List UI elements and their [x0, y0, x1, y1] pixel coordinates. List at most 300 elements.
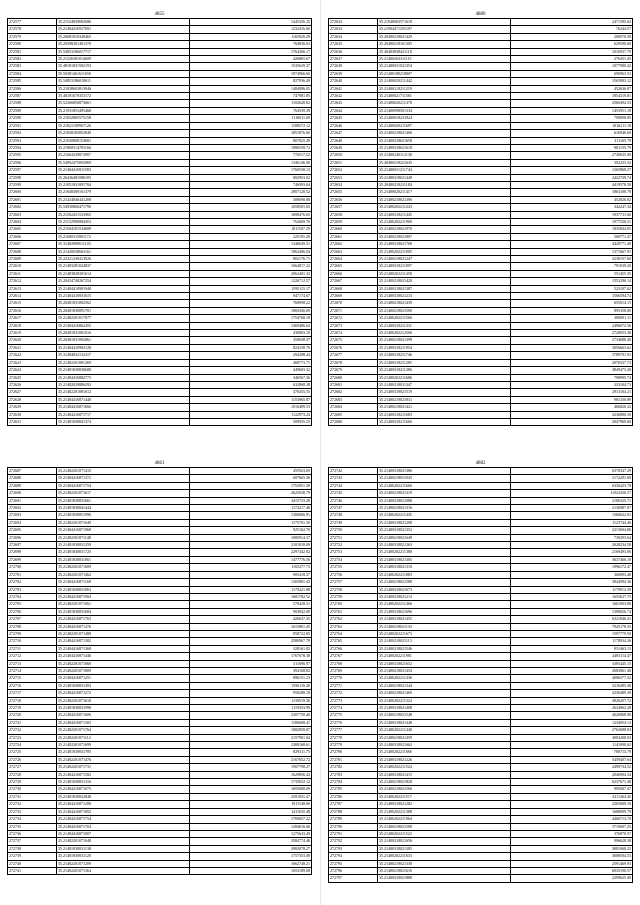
table-row: [8, 801, 312, 808]
table-row: [329, 70, 633, 77]
row-id-cell: 272683: [329, 396, 378, 403]
value-cell: 1566594.74: [511, 293, 633, 300]
value-cell: 1662748.21: [190, 860, 312, 867]
code-cell: 35.21480218021454: [378, 667, 511, 674]
value-cell: 1365868.27: [511, 167, 633, 174]
value-cell: 655014.15: [511, 300, 633, 307]
table-row: [8, 512, 312, 519]
value-cell: 1016211.18: [511, 122, 633, 129]
value-cell: 449603.32: [190, 367, 312, 374]
value-cell: 3608504.53: [511, 853, 633, 860]
row-id-cell: 272648: [329, 137, 378, 144]
code-cell: 35.21480218011347: [378, 381, 511, 388]
code-cell: 35.20681810349465: [57, 33, 190, 40]
row-id-cell: 272694: [8, 519, 57, 526]
code-cell: 35.21480218021588: [378, 579, 511, 586]
value-cell: 2265689.16: [511, 801, 633, 808]
value-cell: 2501831.47: [190, 793, 312, 800]
code-cell: 35.21480202211981: [378, 653, 511, 660]
table-row: [8, 616, 312, 623]
code-cell: 35.21480318021385: [378, 845, 511, 852]
table-row: [8, 248, 312, 255]
column-divider: [320, 0, 321, 905]
row-id-cell: 272782: [329, 764, 378, 771]
table-row: [329, 867, 633, 874]
row-id-cell: 272651: [329, 159, 378, 166]
code-cell: 35.20481831082861: [57, 337, 190, 344]
value-cell: 1141090.62: [511, 742, 633, 749]
value-cell: 768998.22: [190, 300, 312, 307]
value-cell: 394168.82: [190, 667, 312, 674]
table-row: [329, 823, 633, 830]
row-id-cell: 272719: [8, 705, 57, 712]
code-cell: 35.21480318211954: [378, 344, 511, 351]
table-row: [8, 189, 312, 196]
code-cell: 35.21484410981940: [57, 285, 190, 292]
row-id-cell: 272649: [329, 144, 378, 151]
row-id-cell: 272751: [329, 534, 378, 541]
code-cell: 35.21480318021213: [378, 293, 511, 300]
value-cell: 1265881.45: [190, 579, 312, 586]
code-cell: 35.21480218021344: [378, 682, 511, 689]
code-cell: 35.21484416871717: [57, 411, 190, 418]
value-cell: 2070337.73: [511, 359, 633, 366]
row-id-cell: 272653: [329, 174, 378, 181]
value-cell: 2728953.36: [511, 330, 633, 337]
value-cell: 6378347.29: [511, 468, 633, 475]
code-cell: 35.21481830841374: [57, 418, 190, 425]
table-row: [329, 359, 633, 366]
code-cell: 35.31482890611103: [57, 241, 190, 248]
code-cell: 35.21482201071649: [57, 519, 190, 526]
row-id-cell: 272670: [329, 300, 378, 307]
value-cell: 739293.64: [511, 534, 633, 541]
value-cell: 360093.48: [511, 571, 633, 578]
row-id-cell: 272701: [8, 571, 57, 578]
row-id-cell: 272668: [329, 285, 378, 292]
table-row: [8, 690, 312, 697]
value-cell: 2591469.93: [511, 860, 633, 867]
value-cell: 1811507.29: [190, 226, 312, 233]
row-id-cell: 272733: [8, 808, 57, 815]
table-row: [329, 786, 633, 793]
row-id-cell: 272744: [329, 482, 378, 489]
table-row: [8, 579, 312, 586]
value-cell: 1371667.91: [511, 248, 633, 255]
code-cell: 35.21480318021673: [378, 586, 511, 593]
code-cell: 35.21480318211666: [378, 418, 511, 425]
value-cell: 3415733.28: [190, 497, 312, 504]
row-id-cell: 272587: [8, 93, 57, 100]
table-row: [8, 211, 312, 218]
row-id-cell: 272667: [329, 278, 378, 285]
table-row: [329, 749, 633, 756]
code-cell: 35.21484416871763: [57, 616, 190, 623]
table-row: [8, 344, 312, 351]
table-row: [8, 734, 312, 741]
table-row: [329, 344, 633, 351]
value-cell: 1082858.87: [190, 727, 312, 734]
code-cell: 35.22321230413926: [57, 256, 190, 263]
code-cell: 35.21482201071868: [57, 660, 190, 667]
value-cell: 1661003.86: [511, 601, 633, 608]
table-row: [8, 137, 312, 144]
table-row: [8, 196, 312, 203]
table-row: [329, 816, 633, 823]
row-id-cell: 272650: [329, 152, 378, 159]
value-cell: 2299625.49: [511, 875, 633, 882]
row-id-cell: 272638: [329, 63, 378, 70]
code-cell: 35.21680315801172: [57, 233, 190, 240]
row-id-cell: 272626: [8, 381, 57, 388]
table-row: [329, 315, 633, 322]
row-id-cell: 272687: [8, 468, 57, 475]
table-row: [8, 564, 312, 571]
row-id-cell: 272780: [329, 749, 378, 756]
row-id-cell: 272698: [8, 549, 57, 556]
value-cell: 1284616.66: [190, 823, 312, 830]
value-cell: 392233.32: [511, 159, 633, 166]
code-cell: 35.21480318021386: [378, 468, 511, 475]
table-row: [329, 48, 633, 55]
code-cell: 35.20481830891701: [57, 307, 190, 314]
row-id-cell: 272794: [329, 853, 378, 860]
code-cell: 35.21484416911583: [57, 167, 190, 174]
code-cell: 35.21481830831259: [57, 542, 190, 549]
table-row: [8, 174, 312, 181]
value-cell: 2807120.52: [190, 189, 312, 196]
code-cell: 35.21480218021247: [378, 256, 511, 263]
code-cell: 35.21481830831785: [57, 749, 190, 756]
code-cell: 35.21480202211458: [378, 270, 511, 277]
code-cell: 35.21482201071488: [57, 630, 190, 637]
row-id-cell: 272591: [8, 122, 57, 129]
code-cell: 35.48181670353172: [57, 93, 190, 100]
value-cell: 1854319.81: [511, 93, 633, 100]
code-cell: 35.21482201071209: [57, 860, 190, 867]
code-cell: 35.21664329872907: [57, 152, 190, 159]
value-cell: 2762688.04: [511, 727, 633, 734]
value-cell: 1153965.87: [190, 396, 312, 403]
table-row: [8, 816, 312, 823]
table-row: [329, 270, 633, 277]
row-id-cell: 272727: [8, 764, 57, 771]
code-cell: 35.21482201071648: [57, 838, 190, 845]
row-id-cell: 272640: [329, 78, 378, 85]
row-id-cell: 272625: [8, 374, 57, 381]
row-id-cell: 272665: [329, 263, 378, 270]
row-id-cell: 272750: [329, 527, 378, 534]
value-cell: 746993.04: [190, 181, 312, 188]
table-row: [8, 85, 312, 92]
table-row: [8, 593, 312, 600]
row-id-cell: 272775: [329, 712, 378, 719]
row-id-cell: 272771: [329, 682, 378, 689]
row-id-cell: 272716: [8, 682, 57, 689]
value-cell: 2380168.61: [190, 742, 312, 749]
data-panel: [328, 12, 633, 426]
table-row: [329, 497, 633, 504]
code-cell: 35.21482201071617: [57, 490, 190, 497]
panel-title: 4882: [475, 461, 486, 466]
row-id-cell: 272661: [329, 233, 378, 240]
value-cell: 764539.39: [190, 107, 312, 114]
value-cell: 1179912.50: [511, 586, 633, 593]
table-row: [329, 248, 633, 255]
table-row: [329, 130, 633, 137]
table-row: [329, 579, 633, 586]
row-id-cell: 272748: [329, 512, 378, 519]
row-id-cell: 272599: [8, 181, 57, 188]
row-id-cell: 272759: [329, 593, 378, 600]
value-cell: 1178934.26: [511, 638, 633, 645]
code-cell: 35.21480318021696: [378, 608, 511, 615]
value-cell: 3236800.50: [511, 411, 633, 418]
row-id-cell: 272710: [8, 638, 57, 645]
table-row: [8, 359, 312, 366]
row-id-cell: 272627: [8, 389, 57, 396]
row-id-cell: 272590: [8, 115, 57, 122]
row-id-cell: 272657: [329, 204, 378, 211]
table-row: [8, 630, 312, 637]
code-cell: 35.21484410982128: [57, 344, 190, 351]
value-cell: 4428771.49: [511, 241, 633, 248]
table-row: [329, 389, 633, 396]
row-id-cell: 272723: [8, 734, 57, 741]
table-row: [329, 742, 633, 749]
value-cell: 1346649.31: [190, 241, 312, 248]
table-row: [8, 122, 312, 129]
code-cell: 35.21484416871382: [57, 638, 190, 645]
code-cell: 35.21480318021208: [378, 519, 511, 526]
table-row: [329, 233, 633, 240]
table-row: [329, 475, 633, 482]
code-cell: 35.20480218161305: [378, 41, 511, 48]
row-id-cell: 272609: [8, 256, 57, 263]
value-cell: 905418.37: [190, 571, 312, 578]
row-id-cell: 272757: [329, 579, 378, 586]
value-cell: 2580967.78: [190, 638, 312, 645]
table-row: [329, 352, 633, 359]
value-cell: 358038.37: [190, 337, 312, 344]
code-cell: 35.21484416871446: [57, 653, 190, 660]
value-cell: 802176.71: [190, 256, 312, 263]
value-cell: 1535629.37: [190, 63, 312, 70]
row-id-cell: 272765: [329, 638, 378, 645]
row-id-cell: 272764: [329, 630, 378, 637]
code-cell: 35.21480202211666: [378, 749, 511, 756]
row-id-cell: 272756: [329, 571, 378, 578]
value-cell: 1565993.12: [511, 78, 633, 85]
table-row: [329, 734, 633, 741]
row-id-cell: 272647: [329, 130, 378, 137]
row-id-cell: 272722: [8, 727, 57, 734]
table-row: [329, 85, 633, 92]
row-id-cell: 272642: [329, 93, 378, 100]
row-id-cell: 272685: [329, 411, 378, 418]
table-row: [8, 322, 312, 329]
value-cell: 311165.79: [511, 137, 633, 144]
code-cell: 35.21480218021316: [378, 505, 511, 512]
code-cell: 35.21480202211968: [378, 218, 511, 225]
data-panel: [7, 461, 312, 875]
row-id-cell: 272580: [8, 41, 57, 48]
code-cell: 35.21482201071112: [57, 734, 190, 741]
row-id-cell: 272593: [8, 137, 57, 144]
code-cell: 35.21480318211897: [378, 263, 511, 270]
table-row: [329, 418, 633, 425]
row-id-cell: 272770: [329, 675, 378, 682]
value-cell: 466826.32: [511, 404, 633, 411]
code-cell: 35.21648369161379: [57, 189, 190, 196]
value-cell: 1232416.60: [190, 26, 312, 33]
table-row: [8, 542, 312, 549]
row-id-cell: 272622: [8, 352, 57, 359]
row-id-cell: 272614: [8, 293, 57, 300]
table-row: [8, 667, 312, 674]
table-row: [8, 645, 312, 652]
value-cell: 3637466.10: [511, 556, 633, 563]
row-id-cell: 272774: [329, 705, 378, 712]
value-cell: 76244.57: [511, 26, 633, 33]
code-cell: 35.21480218021421: [378, 404, 511, 411]
value-cell: 551455.35: [511, 270, 633, 277]
row-id-cell: 272596: [8, 159, 57, 166]
code-cell: 35.31484832132317: [57, 352, 190, 359]
value-cell: 1188572.12: [190, 122, 312, 129]
value-cell: 1553296.14: [511, 278, 633, 285]
value-cell: 776517.52: [190, 152, 312, 159]
row-id-cell: 272597: [8, 167, 57, 174]
row-id-cell: 272734: [8, 816, 57, 823]
code-cell: 35.21480218021560: [378, 786, 511, 793]
table-row: [8, 519, 312, 526]
code-cell: 35.21483828301614: [57, 270, 190, 277]
row-id-cell: 272616: [8, 307, 57, 314]
table-row: [329, 830, 633, 837]
code-cell: 35.21484416882775: [57, 374, 190, 381]
code-cell: 35.21484416931615: [57, 293, 190, 300]
table-row: [329, 675, 633, 682]
table-row: [8, 159, 312, 166]
value-cell: 4419578.50: [511, 181, 633, 188]
row-id-cell: 272610: [8, 263, 57, 270]
table-row: [329, 285, 633, 292]
row-id-cell: 272721: [8, 719, 57, 726]
table-row: [329, 682, 633, 689]
value-cell: 3844994.36: [511, 579, 633, 586]
value-cell: 1179221.88: [190, 586, 312, 593]
code-cell: 35.21482201071462: [57, 571, 190, 578]
table-row: [329, 623, 633, 630]
code-cell: 35.21480318021282: [378, 801, 511, 808]
row-id-cell: 272634: [329, 33, 378, 40]
code-cell: 35.21484416871904: [57, 593, 190, 600]
value-cell: 616946.60: [511, 130, 633, 137]
code-cell: 35.21480202211524: [378, 764, 511, 771]
table-row: [329, 196, 633, 203]
code-cell: 35.21480318021263: [378, 542, 511, 549]
code-cell: 35.21480202211005: [378, 248, 511, 255]
code-cell: 35.21480098501334: [378, 107, 511, 114]
table-row: [8, 56, 312, 63]
table-row: [329, 367, 633, 374]
row-id-cell: 272717: [8, 690, 57, 697]
table-row: [8, 26, 312, 33]
row-id-cell: 272754: [329, 556, 378, 563]
row-id-cell: 272760: [329, 601, 378, 608]
value-cell: 629500.60: [511, 41, 633, 48]
table-row: [8, 712, 312, 719]
row-id-cell: 272654: [329, 181, 378, 188]
code-cell: 35.21480318021618: [378, 144, 511, 151]
code-cell: 35.21484416871075: [57, 786, 190, 793]
row-id-cell: 272611: [8, 270, 57, 277]
row-id-cell: 272606: [8, 233, 57, 240]
code-cell: 35.21480318021768: [378, 241, 511, 248]
code-cell: 35.21480218021546: [378, 645, 511, 652]
code-cell: 35.21482201071061: [57, 601, 190, 608]
value-cell: 1139519.36: [190, 697, 312, 704]
value-cell: 3826457.72: [511, 697, 633, 704]
code-cell: 35.21480218021500: [378, 307, 511, 314]
table-row: [329, 63, 633, 70]
row-id-cell: 272630: [8, 411, 57, 418]
table-row: [329, 278, 633, 285]
table-row: [8, 845, 312, 852]
table-row: [329, 33, 633, 40]
value-cell: 2047960.60: [511, 418, 633, 425]
row-id-cell: 272681: [329, 381, 378, 388]
table-row: [8, 705, 312, 712]
code-cell: 35.40480218221645: [378, 159, 511, 166]
table-row: [329, 137, 633, 144]
row-id-cell: 272615: [8, 300, 57, 307]
table-row: [8, 549, 312, 556]
value-cell: 2749635.00: [511, 152, 633, 159]
table-row: [329, 667, 633, 674]
row-id-cell: 272715: [8, 675, 57, 682]
code-cell: 35.21484416871968: [57, 527, 190, 534]
code-cell: 35.21480318021415: [378, 771, 511, 778]
value-cell: 607665.36: [190, 475, 312, 482]
value-cell: 2496072.56: [511, 322, 633, 329]
code-cell: 35.21502451533965: [57, 211, 190, 218]
row-id-cell: 272582: [8, 56, 57, 63]
table-row: [8, 389, 312, 396]
code-cell: 35.20434740267254: [57, 278, 190, 285]
row-id-cell: 272693: [8, 512, 57, 519]
table-row: [8, 411, 312, 418]
row-id-cell: 272658: [329, 211, 378, 218]
value-cell: 1851876.60: [190, 130, 312, 137]
table-row: [8, 218, 312, 225]
row-id-cell: 272621: [8, 344, 57, 351]
row-id-cell: 272772: [329, 690, 378, 697]
row-id-cell: 272618: [8, 322, 57, 329]
code-cell: 35.21482201071410: [57, 468, 190, 475]
value-cell: 1123744.46: [511, 519, 633, 526]
table-row: [329, 211, 633, 218]
row-id-cell: 272636: [329, 48, 378, 55]
table-row: [8, 396, 312, 403]
row-id-cell: 272767: [329, 653, 378, 660]
table-row: [8, 226, 312, 233]
table-row: [329, 490, 633, 497]
table-row: [329, 159, 633, 166]
table-row: [329, 638, 633, 645]
row-id-cell: 272699: [8, 556, 57, 563]
